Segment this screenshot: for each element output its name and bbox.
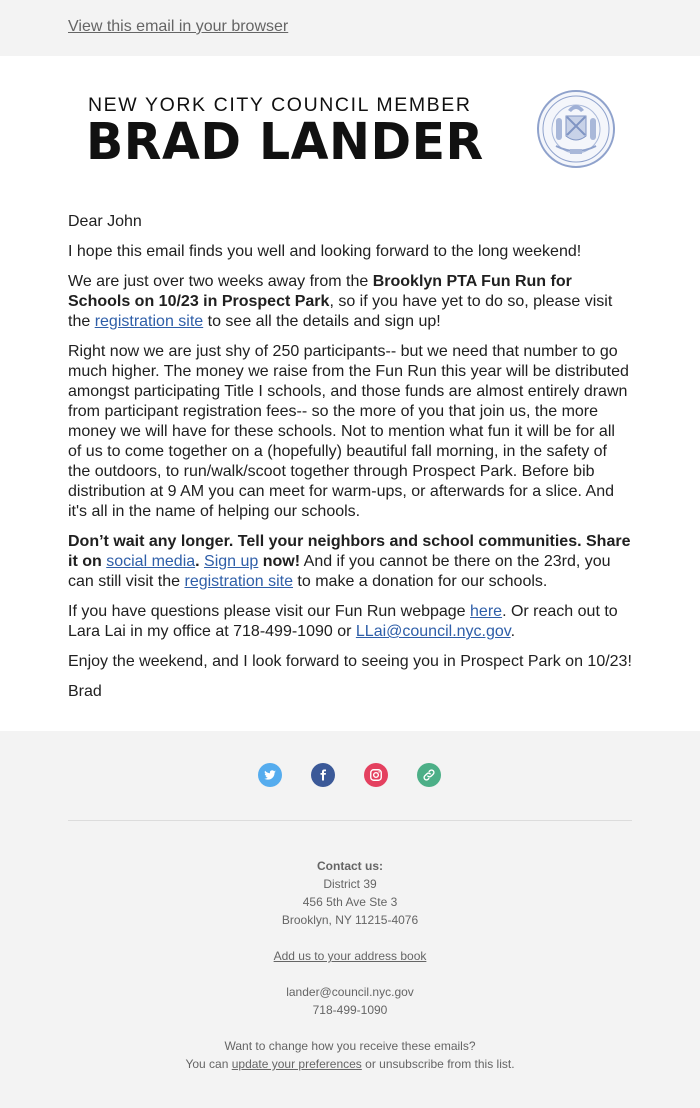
social-links — [0, 763, 700, 787]
footer-email: lander@council.nyc.gov — [286, 985, 414, 999]
text: to make a donation for our schools. — [292, 573, 548, 590]
text: If you have questions please visit our Fun Run webpage — [68, 603, 471, 620]
update-preferences-link[interactable]: update your preferences — [231, 1057, 362, 1071]
text: And if you cannot be there on the 23rd, you can still visit the — [68, 553, 611, 590]
preferences-question: Want to change how you receive these emails? — [224, 1039, 476, 1053]
text: . Or reach out to Lara Lai in my office at 718-499-1090 or — [68, 603, 618, 640]
cta-text: now! — [258, 553, 301, 570]
paragraph-participants: Right now we are just shy of 250 participants-- but we need that number to go much higher. The money we raise from the Fun Run this year will be distributed amongst participating Title I schools, and those funds are almost entirely drawn from participant registration fees-- so the more of you that join us, the more money we will have for these schools. Not to mention what fun it will be for all of us to come together on a (hopefully) beautiful fall morning, in the safety of the outdoors, to run/walk/scoot together through Prospect Park. Before bib distribution at 9 AM you can meet for warm-ups, or afterwards for a slice. And it's all in the name of helping our schools. — [68, 343, 629, 520]
signoff: Brad — [68, 683, 102, 700]
event-highlight: Brooklyn PTA Fun Run for Schools on 10/23 in Prospect Park — [68, 273, 572, 310]
logo-name: BRAD LANDER — [86, 113, 484, 172]
text: or unsubscribe from this list. — [361, 1057, 515, 1071]
footer-contact — [0, 857, 700, 1073]
text: , so if you have yet to do so, please visit the — [68, 293, 613, 330]
facebook-icon[interactable] — [311, 763, 335, 787]
spacer — [0, 1019, 700, 1037]
logo-title-line: NEW YORK CITY COUNCIL MEMBER — [88, 94, 472, 116]
paragraph-call-to-action — [68, 532, 632, 592]
registration-site-link[interactable]: registration site — [94, 313, 204, 330]
address-line-1: District 39 — [323, 877, 377, 891]
footer-phone: 718-499-1090 — [312, 1003, 388, 1017]
text: to see all the details and sign up! — [203, 313, 441, 330]
paragraph-questions — [68, 602, 632, 642]
email-body — [0, 212, 700, 702]
spacer — [0, 929, 700, 947]
text: You can — [185, 1057, 232, 1071]
paragraph-closing: Enjoy the weekend, and I look forward to seeing you in Prospect Park on 10/23! — [68, 653, 632, 670]
nyc-seal-icon — [536, 86, 616, 170]
contact-label: Contact us: — [317, 859, 383, 873]
registration-site-donate-link[interactable]: registration site — [184, 573, 293, 590]
fun-run-webpage-link[interactable]: here — [470, 603, 503, 620]
text: . — [510, 623, 516, 640]
contact-email-link[interactable]: LLai@council.nyc.gov — [355, 623, 511, 640]
footer-divider — [68, 820, 632, 821]
paragraph-fun-run — [68, 272, 632, 332]
address-book-link[interactable]: Add us to your address book — [273, 949, 427, 963]
footer — [0, 731, 700, 1108]
address-line-3: Brooklyn, NY 11215-4076 — [281, 913, 419, 927]
cta-text: . — [195, 553, 205, 570]
text: We are just over two weeks away from the — [68, 273, 373, 290]
preferences-line — [0, 1055, 700, 1073]
header-logo — [0, 56, 700, 206]
twitter-icon[interactable] — [258, 763, 282, 787]
view-in-browser-link[interactable]: View this email in your browser — [68, 18, 289, 35]
preheader — [0, 0, 700, 56]
website-link-icon[interactable] — [417, 763, 441, 787]
social-media-link[interactable]: social media — [106, 553, 196, 570]
sign-up-link[interactable]: Sign up — [204, 553, 259, 570]
address-line-2: 456 5th Ave Ste 3 — [302, 895, 398, 909]
spacer — [0, 965, 700, 983]
paragraph-intro: I hope this email finds you well and looking forward to the long weekend! — [68, 243, 582, 260]
cta-text: Don’t wait any longer. Tell your neighbors and school communities. Share it on — [68, 533, 631, 570]
instagram-icon[interactable] — [364, 763, 388, 787]
greeting: Dear John — [68, 213, 142, 230]
